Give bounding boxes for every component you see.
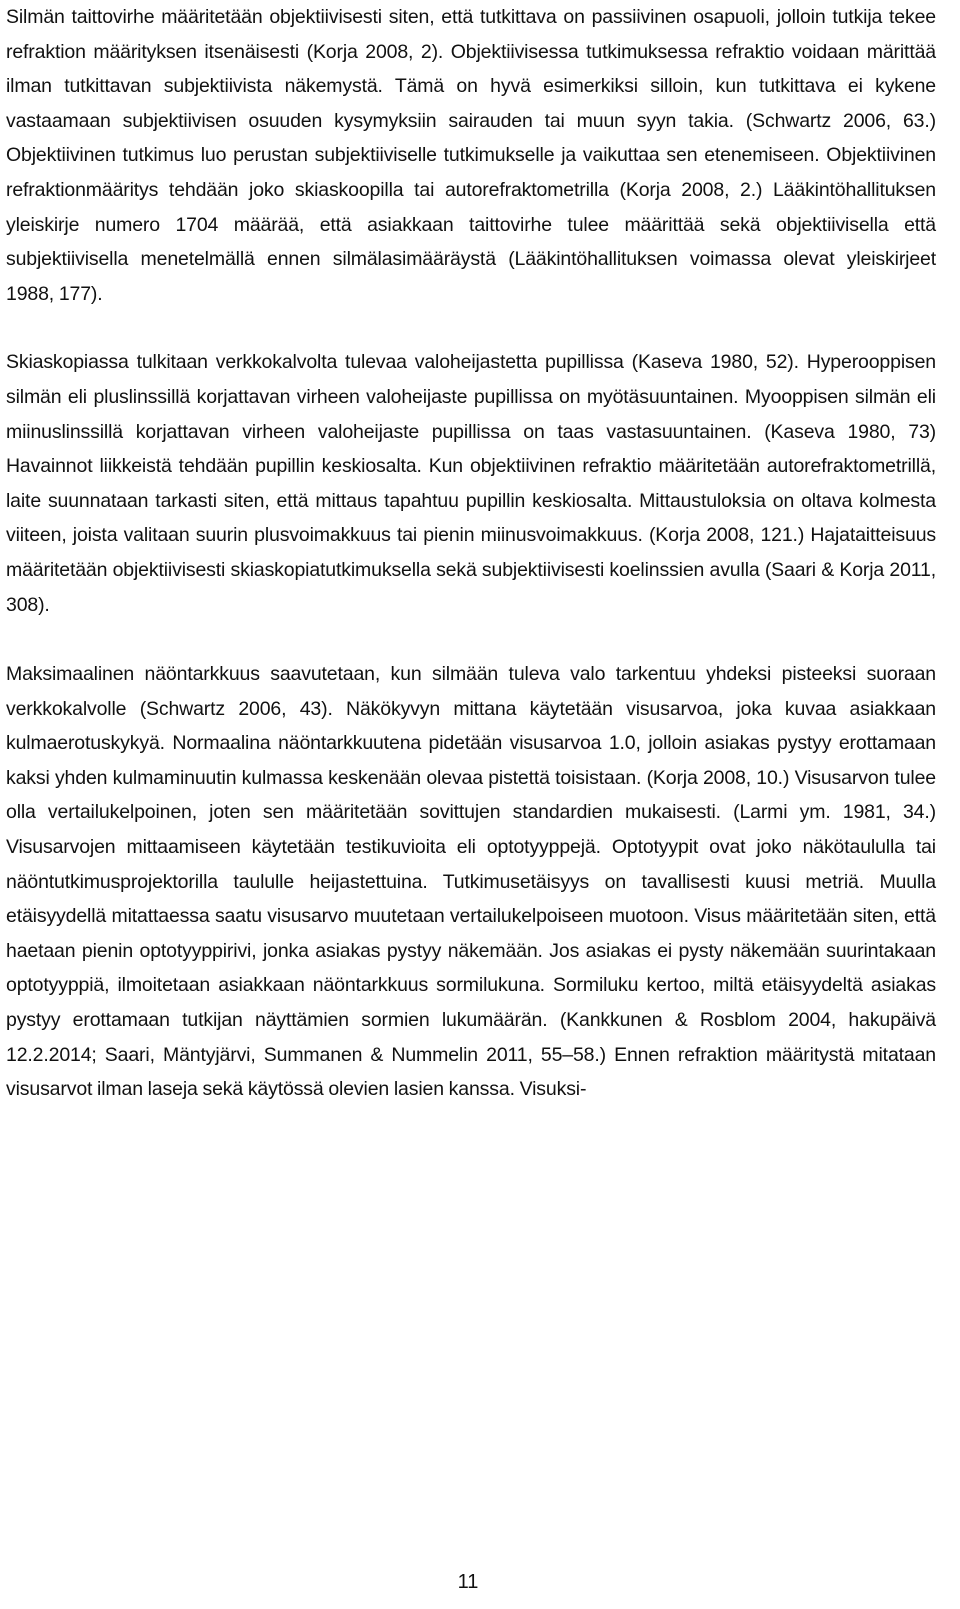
paragraph-objective-refraction: Silmän taittovirhe määritetään objektiivisesti siten, että tutkittava on passiivinen osapuoli, jolloin tutkija tekee refraktion määrityksen itsenäisesti (Korja 2008, 2). Objektiivisessa tutkimuksessa refraktio voidaan märittää ilman tutkittavan subjektiivista näkemystä. Tämä on hyvä esimerkiksi silloin, kun tutkittava ei kykene vastaamaan subjektiivisen osuuden kysymyksiin sairauden tai muun syyn takia. (Schwartz 2006, 63.) Objektiivinen tutkimus luo perustan subjektiiviselle tutkimukselle ja vaikuttaa sen etenemiseen. Objektiivinen refraktionmääritys tehdään joko skiaskoopilla tai autorefraktometrilla (Korja 2008, 2.) Lääkintöhallituksen yleiskirje numero 1704 määrää, että asiakkaan taittovirhe tulee määrittää sekä objektiivisella että subjektiivisella menetelmällä ennen silmälasimääräystä (Lääkintöhallituksen voimassa olevat yleiskirjeet 1988, 177). [6,6,936,305]
paragraph-visual-acuity: Maksimaalinen näöntarkkuus saavutetaan, kun silmään tuleva valo tarkentuu yhdeksi pisteeksi suoraan verkkokalvolle (Schwartz 2006, 43). Näkökyvyn mittana käytetään visusarvoa, joka kuvaa asiakkaan kulmaerotuskykyä. Normaalina näöntarkkuutena pidetään visusarvoa 1.0, jolloin asiakas pystyy erottamaan kaksi yhden kulmaminuutin kulmassa keskenään olevaa pistettä toisistaan. (Korja 2008, 10.) Visusarvon tulee olla vertailukelpoinen, joten sen määritetään sovittujen standardien mukaisesti. (Larmi ym. 1981, 34.) Visusarvojen mittaamiseen käytetään testikuvioita eli optotyyppejä. Optotyypit ovat joko näkötaululla tai näöntutkimusprojektorilla taululle heijastettuina. Tutkimusetäisyys on tavallisesti kuusi metriä. Muulla etäisyydellä mitattaessa saatu visusarvo muutetaan vertailukelpoiseen muotoon. Visus määritetään siten, että haetaan pienin optotyyppirivi, jonka asiakas pystyy näkemään. Jos asiakas ei pysty näkemään suurintakaan optotyyppiä, ilmoitetaan asiakkaan näöntarkkuus sormilukuna. Sormiluku kertoo, miltä etäisyydeltä asiakas pystyy erottamaan tutkijan näyttämien sormien lukumäärän. (Kankkunen & Rosblom 2004, hakupäivä 12.2.2014; Saari, Mäntyjärvi, Summanen & Nummelin 2011, 55–58.) Ennen refraktion määritystä mitataan visusarvot ilman laseja sekä käytössä olevien lasien kanssa. Visuksi- [6,663,936,1101]
body-text [6,0,936,1107]
paragraph-skiascopy: Skiaskopiassa tulkitaan verkkokalvolta tulevaa valoheijastetta pupillissa (Kaseva 1980, 52). Hyperooppisen silmän eli pluslinssillä korjattavan virheen valoheijaste pupillissa on myötäsuuntainen. Myooppisen silmän eli miinuslinssillä korjattavan virheen valoheijaste pupillissa on taas vastasuuntainen. (Kaseva 1980, 73) Havainnot liikkeistä tehdään pupillin keskiosalta. Kun objektiivinen refraktio määritetään autorefraktometrillä, laite suunnataan tarkasti siten, että mittaus tapahtuu pupillin keskiosalta. Mittaustuloksia on oltava kolmesta viiteen, joista valitaan suurin plusvoimakkuus tai pienin miinusvoimakkuus. (Korja 2008, 121.) Hajataitteisuus määritetään objektiivisesti skiaskopiatutkimuksella sekä subjektiivisesti koelinssien avulla (Saari & Korja 2011, 308). [6,351,936,616]
page-number: 11 [457,1571,479,1593]
